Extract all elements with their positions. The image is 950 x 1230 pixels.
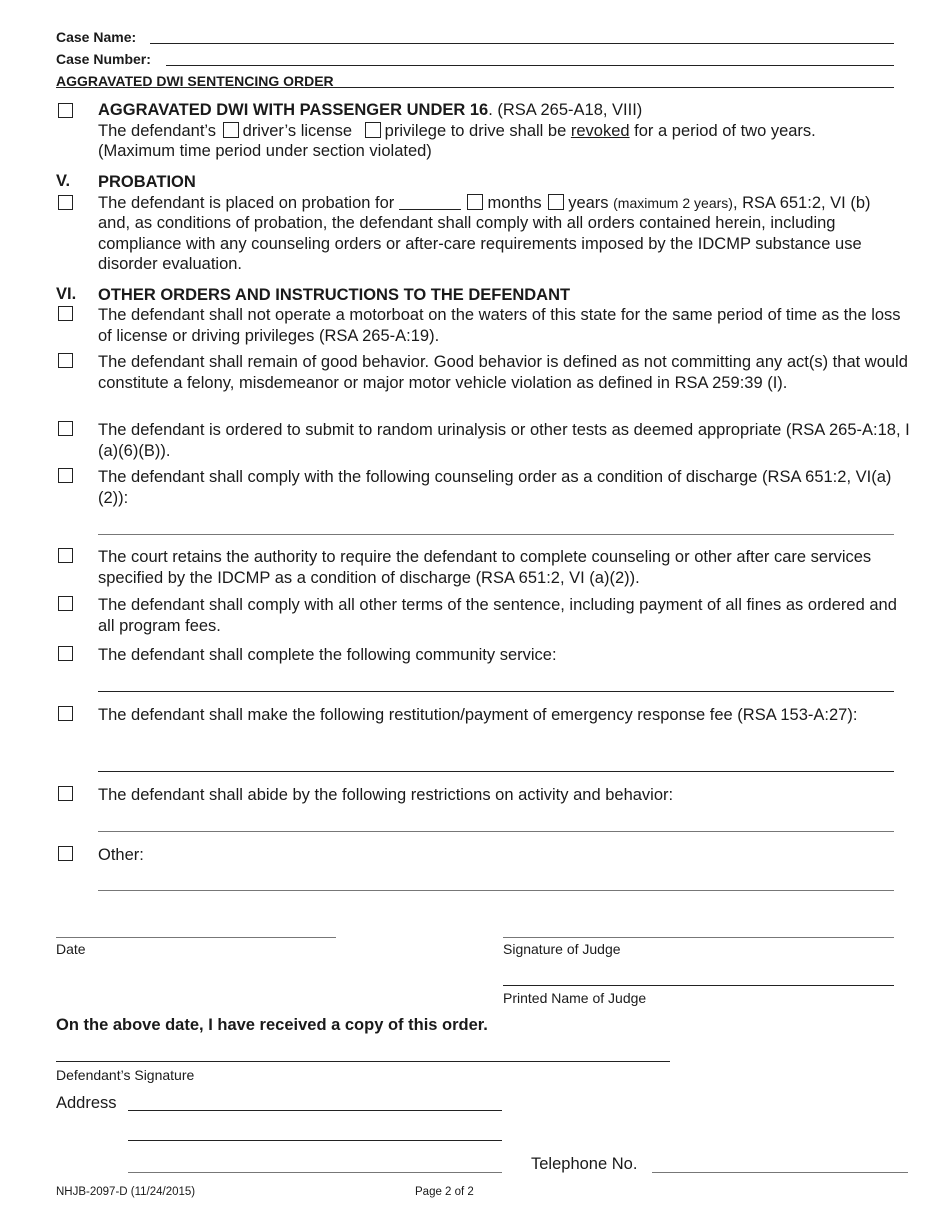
counseling-order-field[interactable] xyxy=(98,534,894,535)
months-label: months xyxy=(487,193,542,212)
passenger-heading: AGGRAVATED DWI WITH PASSENGER UNDER 16 xyxy=(98,101,489,119)
privilege-label: privilege to drive shall be xyxy=(384,121,567,140)
other-orders-heading: OTHER ORDERS AND INSTRUCTIONS TO THE DEFENDANT xyxy=(98,286,571,304)
order-checkbox-8[interactable] xyxy=(58,706,73,721)
judge-printed-label: Printed Name of Judge xyxy=(503,990,647,1006)
address-label: Address xyxy=(56,1094,117,1112)
other-orders-numeral: VI. xyxy=(56,285,77,303)
passenger-heading-cite: . (RSA 265-A18, VIII) xyxy=(488,101,643,119)
order-item-3: The defendant is ordered to submit to random urinalysis or other tests as deemed appropriate (RSA 265-A:18, I (a)(6)(B)). xyxy=(98,421,910,460)
defendant-signature-field[interactable] xyxy=(56,1061,670,1062)
passenger-line1b: for a period of two years. xyxy=(634,121,816,140)
months-checkbox[interactable] xyxy=(467,194,483,210)
order-checkbox-1[interactable] xyxy=(58,306,73,321)
probation-checkbox[interactable] xyxy=(58,195,73,210)
acknowledgement-text: On the above date, I have received a copy of this order. xyxy=(56,1016,488,1034)
other-field[interactable] xyxy=(98,890,894,891)
order-checkbox-2[interactable] xyxy=(58,353,73,368)
case-name-label: Case Name: xyxy=(56,29,137,45)
probation-text: , RSA 651:2, VI (b) and, as conditions of probation, the defendant shall comply with all orders contained herein, including compliance with any counseling orders or after-care requirements imposed by the IDCMP substance use disorder evaluation. xyxy=(98,193,871,273)
privilege-checkbox[interactable] xyxy=(365,122,381,138)
probation-length-field[interactable] xyxy=(399,195,461,210)
order-item-10: Other: xyxy=(98,846,144,864)
probation-section xyxy=(98,172,898,275)
order-item-9: The defendant shall abide by the following restrictions on activity and behavior: xyxy=(98,786,674,804)
title-rule xyxy=(56,87,894,88)
telephone-field[interactable] xyxy=(652,1172,908,1173)
address-field-3[interactable] xyxy=(128,1172,502,1173)
defendant-signature-label: Defendant’s Signature xyxy=(56,1067,195,1083)
passenger-section xyxy=(98,100,910,162)
license-label: driver’s license xyxy=(242,121,353,140)
order-checkbox-3[interactable] xyxy=(58,421,73,436)
order-title: AGGRAVATED DWI SENTENCING ORDER xyxy=(56,73,334,89)
probation-numeral: V. xyxy=(56,172,71,190)
order-checkbox-10[interactable] xyxy=(58,846,73,861)
order-item-6: The defendant shall comply with all other terms of the sentence, including payment of all fines as ordered and all program fees. xyxy=(98,596,897,635)
case-number-field[interactable] xyxy=(166,65,894,66)
page-number: Page 2 of 2 xyxy=(415,1186,474,1198)
order-checkbox-4[interactable] xyxy=(58,468,73,483)
probation-max-note: (maximum 2 years) xyxy=(613,194,733,211)
revoked-text: revoked xyxy=(570,121,630,140)
order-item-2: The defendant shall remain of good behavior. Good behavior is defined as not committing any act(s) that would constitute a felony, misdemeanor or major motor vehicle violation as defined in RSA 259:39 (I). xyxy=(98,353,908,392)
telephone-label: Telephone No. xyxy=(531,1155,638,1173)
probation-lead: The defendant is placed on probation for xyxy=(98,193,395,212)
address-field-1[interactable] xyxy=(128,1110,502,1111)
order-checkbox-7[interactable] xyxy=(58,646,73,661)
judge-signature-field[interactable] xyxy=(503,937,894,938)
order-checkbox-5[interactable] xyxy=(58,548,73,563)
years-checkbox[interactable] xyxy=(548,194,564,210)
order-checkbox-6[interactable] xyxy=(58,596,73,611)
judge-signature-label: Signature of Judge xyxy=(503,941,621,957)
passenger-line1a: The defendant’s xyxy=(98,121,217,140)
probation-heading: PROBATION xyxy=(98,173,196,191)
judge-printed-name-field[interactable] xyxy=(503,985,894,986)
order-item-4: The defendant shall comply with the following counseling order as a condition of discharge (RSA 651:2, VI(a)(2)): xyxy=(98,468,892,507)
passenger-checkbox[interactable] xyxy=(58,103,73,118)
case-name-field[interactable] xyxy=(150,43,894,44)
form-id: NHJB-2097-D (11/24/2015) xyxy=(56,1186,196,1198)
years-label: years xyxy=(568,193,609,212)
order-item-7: The defendant shall complete the following community service: xyxy=(98,646,557,664)
restitution-field[interactable] xyxy=(98,771,894,772)
order-item-1: The defendant shall not operate a motorboat on the waters of this state for the same period of time as the loss of license or driving privileges (RSA 265-A:19). xyxy=(98,306,901,345)
community-service-field[interactable] xyxy=(98,691,894,692)
case-number-label: Case Number: xyxy=(56,51,151,67)
address-field-2[interactable] xyxy=(128,1140,502,1141)
license-checkbox[interactable] xyxy=(223,122,239,138)
order-checkbox-9[interactable] xyxy=(58,786,73,801)
passenger-line2: (Maximum time period under section violated) xyxy=(98,142,432,160)
date-label: Date xyxy=(56,941,86,957)
order-item-8: The defendant shall make the following restitution/payment of emergency response fee (RSA 153-A:27): xyxy=(98,706,858,724)
order-item-5: The court retains the authority to require the defendant to complete counseling or other after care services specified by the IDCMP as a condition of discharge (RSA 651:2, VI (a)(2)). xyxy=(98,548,872,587)
restrictions-field[interactable] xyxy=(98,831,894,832)
date-field[interactable] xyxy=(56,937,336,938)
